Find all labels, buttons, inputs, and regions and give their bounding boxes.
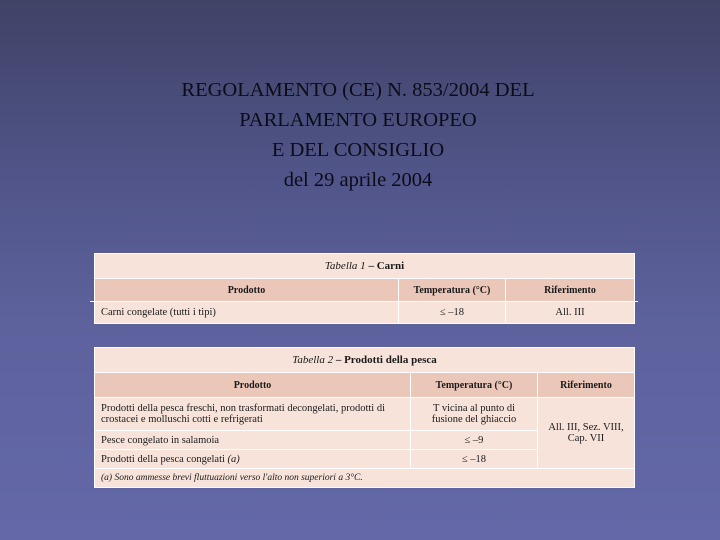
- table2-cell-temperatura: ≤ –18: [411, 450, 538, 469]
- table1-cell-prodotto: Carni congelate (tutti i tipi): [95, 302, 399, 324]
- title-line-3: E DEL CONSIGLIO: [271, 139, 445, 161]
- table1-cell-temperatura: ≤ –18: [399, 302, 506, 324]
- table2-cell-temperatura: T vicina al punto di fusione del ghiaccio: [411, 398, 538, 431]
- table-row: [95, 302, 635, 324]
- table2-caption-label: Tabella 2: [292, 354, 334, 366]
- table2-header-riferimento: Riferimento: [538, 373, 635, 398]
- table2-caption-title: – Prodotti della pesca: [335, 354, 437, 366]
- divider: [90, 301, 638, 302]
- table1-header-riferimento: Riferimento: [506, 279, 635, 302]
- table1-header-prodotto: Prodotto: [95, 279, 399, 302]
- table-row: [95, 398, 635, 431]
- table2-caption: [95, 348, 635, 373]
- title-line-2: PARLAMENTO EUROPEO: [239, 109, 477, 131]
- table2-footnote: (a) Sono ammesse brevi fluttuazioni verso l'alto non superiori a 3°C.: [95, 469, 635, 488]
- table1-caption-label: Tabella 1: [324, 260, 366, 272]
- table2-cell-prodotto: Prodotti della pesca freschi, non trasformati decongelati, prodotti di crostacei e molluschi cotti e refrigerati: [95, 398, 411, 431]
- title-line-1: REGOLAMENTO (CE) N. 853/2004 DEL: [181, 79, 535, 101]
- table2-header-temperatura: Temperatura (°C): [411, 373, 538, 398]
- table2-cell-prodotto: Pesce congelato in salamoia: [95, 431, 411, 450]
- table-pesca: [94, 347, 635, 488]
- table1-header-temperatura: Temperatura (°C): [399, 279, 506, 302]
- table2-cell-prodotto: Prodotti della pesca congelati (a): [95, 450, 411, 469]
- table2-cell-riferimento: All. III, Sez. VIII, Cap. VII: [538, 398, 635, 469]
- table2-cell-temperatura: ≤ –9: [411, 431, 538, 450]
- slide-title: [60, 75, 656, 195]
- table1-caption-title: – Carni: [368, 260, 405, 272]
- table1-cell-riferimento: All. III: [506, 302, 635, 324]
- table1-caption: [95, 254, 635, 279]
- table-carni: [94, 253, 635, 324]
- title-line-4: del 29 aprile 2004: [283, 169, 433, 191]
- table2-header-prodotto: Prodotto: [95, 373, 411, 398]
